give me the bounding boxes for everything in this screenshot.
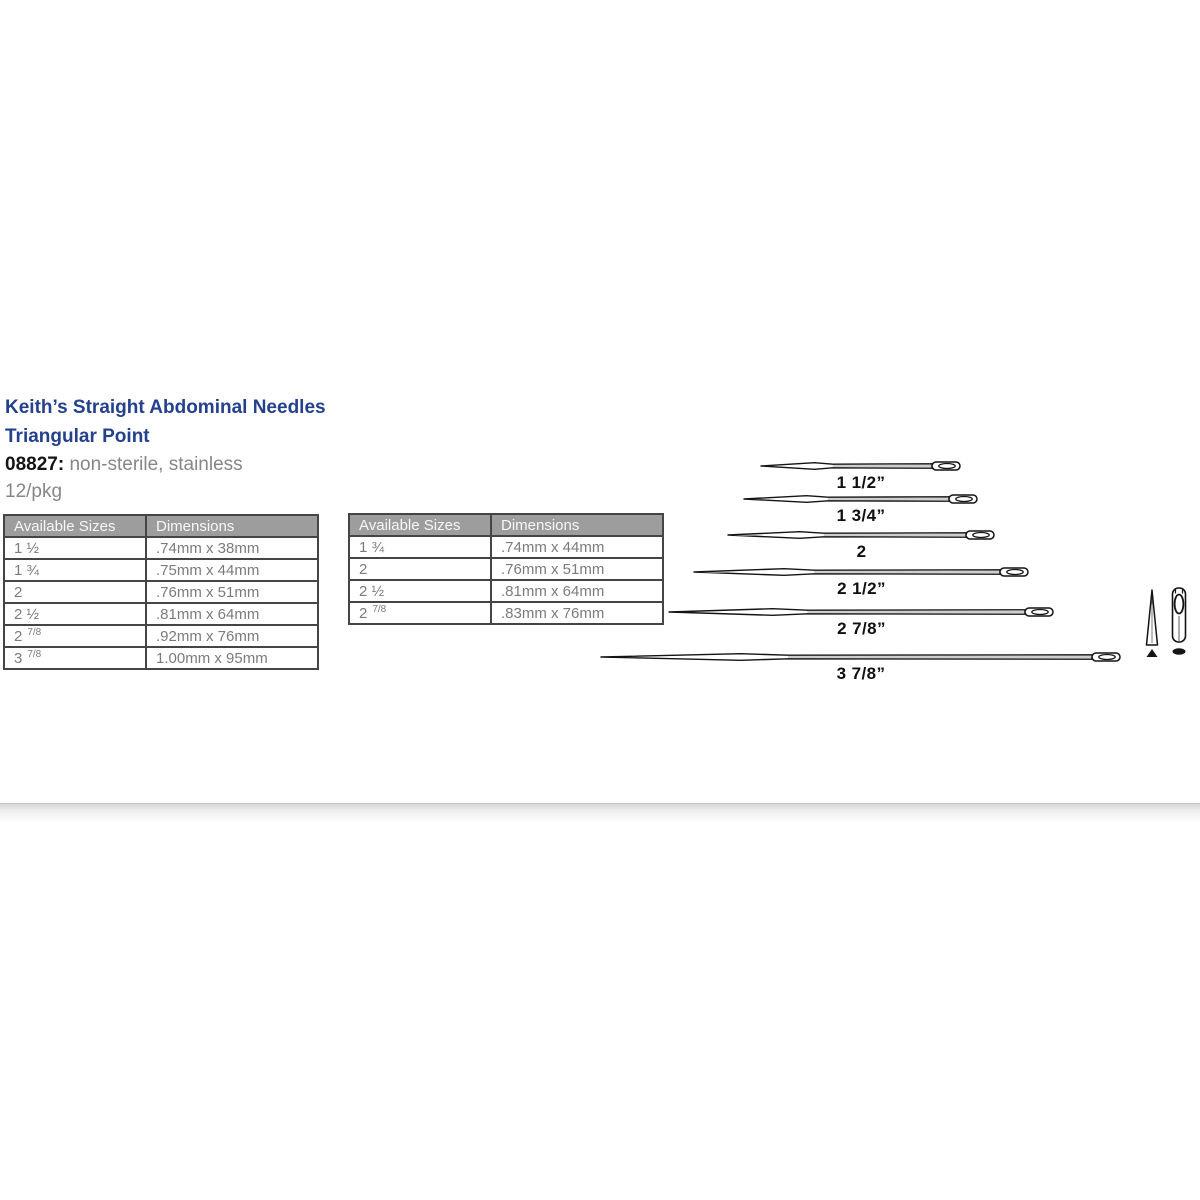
point-side-view-icon <box>1142 589 1162 664</box>
size-cell: 1 ¾ <box>4 559 146 581</box>
size-cell: 2 ½ <box>349 580 491 602</box>
size-cell: 2 <box>349 558 491 580</box>
size-cell: 2 <box>4 581 146 603</box>
sizes-table-2 <box>348 513 664 625</box>
dimension-cell: .76mm x 51mm <box>146 581 318 603</box>
needle-length-label: 2 1/2” <box>837 579 886 598</box>
needle-length-label: 3 7/8” <box>836 664 886 683</box>
table-row <box>4 625 318 647</box>
product-subtitle: Triangular Point <box>5 426 150 447</box>
needle-illustration-6 <box>600 649 1122 665</box>
needle-length-label: 1 1/2” <box>836 473 886 492</box>
table-row <box>4 537 318 559</box>
size-cell: 1 ¾ <box>349 536 491 558</box>
dimension-cell: .74mm x 44mm <box>491 536 663 558</box>
header-row <box>349 514 663 536</box>
sku-line <box>5 451 326 478</box>
product-header <box>5 393 326 505</box>
dimension-cell: .92mm x 76mm <box>146 625 318 647</box>
size-cell: 2 $^{7/8}$ <box>4 625 146 647</box>
dimension-cell: .81mm x 64mm <box>491 580 663 602</box>
sku-number: 08827: <box>5 454 65 475</box>
product-title: Keith’s Straight Abdominal Needles <box>5 397 326 418</box>
dimension-cell: .81mm x 64mm <box>146 603 318 625</box>
needle-illustration-1 <box>760 458 962 474</box>
dimension-cell: 1.00mm x 95mm <box>146 647 318 669</box>
needle-illustration-2 <box>743 491 979 507</box>
column-header-dimensions: Dimensions <box>491 514 663 536</box>
table-row <box>4 603 318 625</box>
table-row <box>349 558 663 580</box>
sizes-table-1 <box>3 514 319 670</box>
table-row <box>4 647 318 669</box>
size-cell: 3 $^{7/8}$ <box>4 647 146 669</box>
needle-illustration-3 <box>727 527 996 543</box>
needle-length-label: 1 3/4” <box>836 506 886 525</box>
dimension-cell: .74mm x 38mm <box>146 537 318 559</box>
table-row <box>349 602 663 624</box>
table-row <box>4 559 318 581</box>
package-quantity: 12/pkg <box>5 481 63 502</box>
needle-illustration-4 <box>693 564 1030 580</box>
sku-description: non-sterile, stainless <box>64 454 243 475</box>
needle-illustration-5 <box>668 604 1055 620</box>
table-row <box>4 581 318 603</box>
needle-length-label: 2 <box>856 542 867 561</box>
page-edge-shadow <box>0 803 1200 826</box>
eye-front-view-icon <box>1168 587 1190 664</box>
dimension-cell: .76mm x 51mm <box>491 558 663 580</box>
dimension-cell: .83mm x 76mm <box>491 602 663 624</box>
size-cell: 1 ½ <box>4 537 146 559</box>
table-row <box>349 536 663 558</box>
size-cell: 2 $^{7/8}$ <box>349 602 491 624</box>
header-row <box>4 515 318 537</box>
column-header-available-sizes: Available Sizes <box>4 515 146 537</box>
column-header-dimensions: Dimensions <box>146 515 318 537</box>
column-header-available-sizes: Available Sizes <box>349 514 491 536</box>
table-row <box>349 580 663 602</box>
dimension-cell: .75mm x 44mm <box>146 559 318 581</box>
size-cell: 2 ½ <box>4 603 146 625</box>
needle-length-label: 2 7/8” <box>837 619 886 638</box>
